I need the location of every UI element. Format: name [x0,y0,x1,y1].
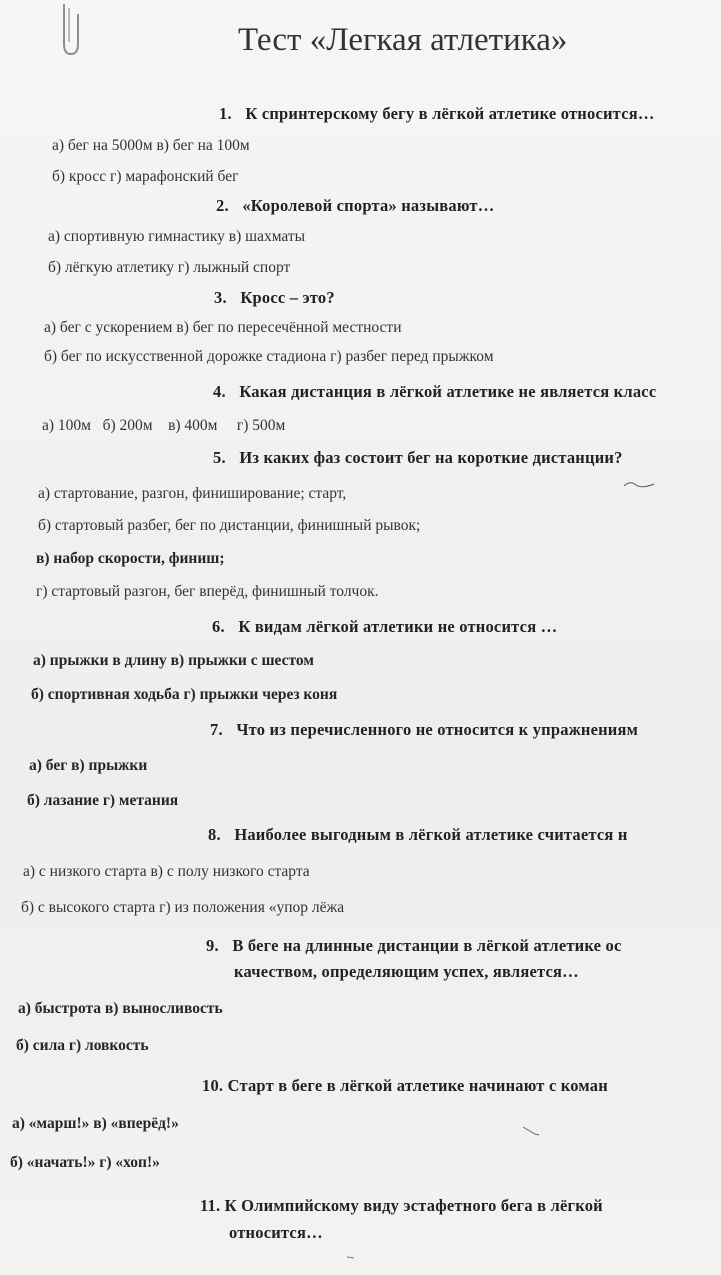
question-number: 5. [213,448,226,467]
question-text: В беге на длинные дистанции в лёгкой атлетике ос [232,936,622,955]
question-number: 10. [202,1076,224,1095]
question-number: 8. [208,825,221,844]
answer-line: б) «начать!» г) «хоп!» [10,1154,160,1171]
answer-line: б) лазание г) метания [27,792,179,809]
question-9 [206,936,621,956]
question-8 [208,825,628,845]
answer-line: б) сила г) ловкость [16,1037,149,1054]
question-1 [219,104,655,124]
pen-mark-icon [346,1254,356,1260]
answer-line: б) стартовый разбег, бег по дистанции, финишный рывок; [38,517,421,534]
question-9-continuation: качеством, определяющим успех, является… [234,962,579,981]
pen-mark-icon [622,478,656,492]
question-text: «Королевой спорта» называют… [242,196,495,215]
question-number: 3. [214,288,227,307]
answer-line: б) лёгкую атлетику г) лыжный спорт [48,259,291,276]
question-number: 1. [219,104,232,123]
answer-line: а) бег в) прыжки [29,757,148,774]
answer-line: в) набор скорости, финиш; [36,550,225,567]
answer-line: г) стартовый разгон, бег вперёд, финишный толчок. [36,583,379,600]
question-number: 9. [206,936,219,955]
answer-line: а) прыжки в длину в) прыжки с шестом [33,652,314,669]
question-4 [213,382,656,402]
question-7 [210,720,638,740]
question-number: 2. [216,196,229,215]
question-text: Старт в беге в лёгкой атлетике начинают с коман [227,1076,608,1095]
paper-clip-icon [56,2,86,58]
question-text: К видам лёгкой атлетики не относится … [238,617,558,636]
pen-mark-icon [521,1125,541,1137]
question-number: 7. [210,720,223,739]
question-10 [202,1076,608,1096]
question-6 [212,617,557,637]
question-5 [213,448,623,468]
question-number: 4. [213,382,226,401]
question-text: Наиболее выгодным в лёгкой атлетике считается н [234,825,628,844]
question-text: Что из перечисленного не относится к упражнениям [236,720,639,739]
question-11 [200,1196,603,1216]
question-3 [214,288,335,308]
question-text: Какая дистанция в лёгкой атлетике не является класс [239,382,657,401]
answer-line: а) с низкого старта в) с полу низкого старта [23,863,310,880]
question-text: К спринтерскому бегу в лёгкой атлетике относится… [245,104,655,123]
question-number: 11. [200,1196,221,1215]
answer-line: а) бег с ускорением в) бег по пересечённой местности [44,319,402,336]
question-text: Из каких фаз состоит бег на короткие дистанции? [239,448,623,467]
question-text: К Олимпийскому виду эстафетного бега в лёгкой [224,1196,603,1215]
answer-line: а) бег на 5000м в) бег на 100м [52,137,250,154]
answer-line: а) быстрота в) выносливость [18,1000,223,1017]
question-text: Кросс – это? [240,288,335,307]
question-number: 6. [212,617,225,636]
question-2 [216,196,494,216]
answer-line: а) 100м б) 200м в) 400м г) 500м [42,417,286,434]
answer-line: б) бег по искусственной дорожке стадиона г) разбег перед прыжком [44,348,494,365]
question-11-continuation: относится… [229,1223,323,1242]
answer-line: б) спортивная ходьба г) прыжки через коня [31,686,338,703]
answer-line: б) кросс г) марафонский бег [52,168,239,185]
answer-line: б) с высокого старта г) из положения «упор лёжа [21,899,345,916]
answer-line: а) «марш!» в) «вперёд!» [12,1115,179,1132]
page-title: Тест «Легкая атлетика» [238,22,568,58]
answer-line: а) спортивную гимнастику в) шахматы [48,228,306,245]
answer-line: а) стартование, разгон, финиширование; старт, [38,485,347,502]
